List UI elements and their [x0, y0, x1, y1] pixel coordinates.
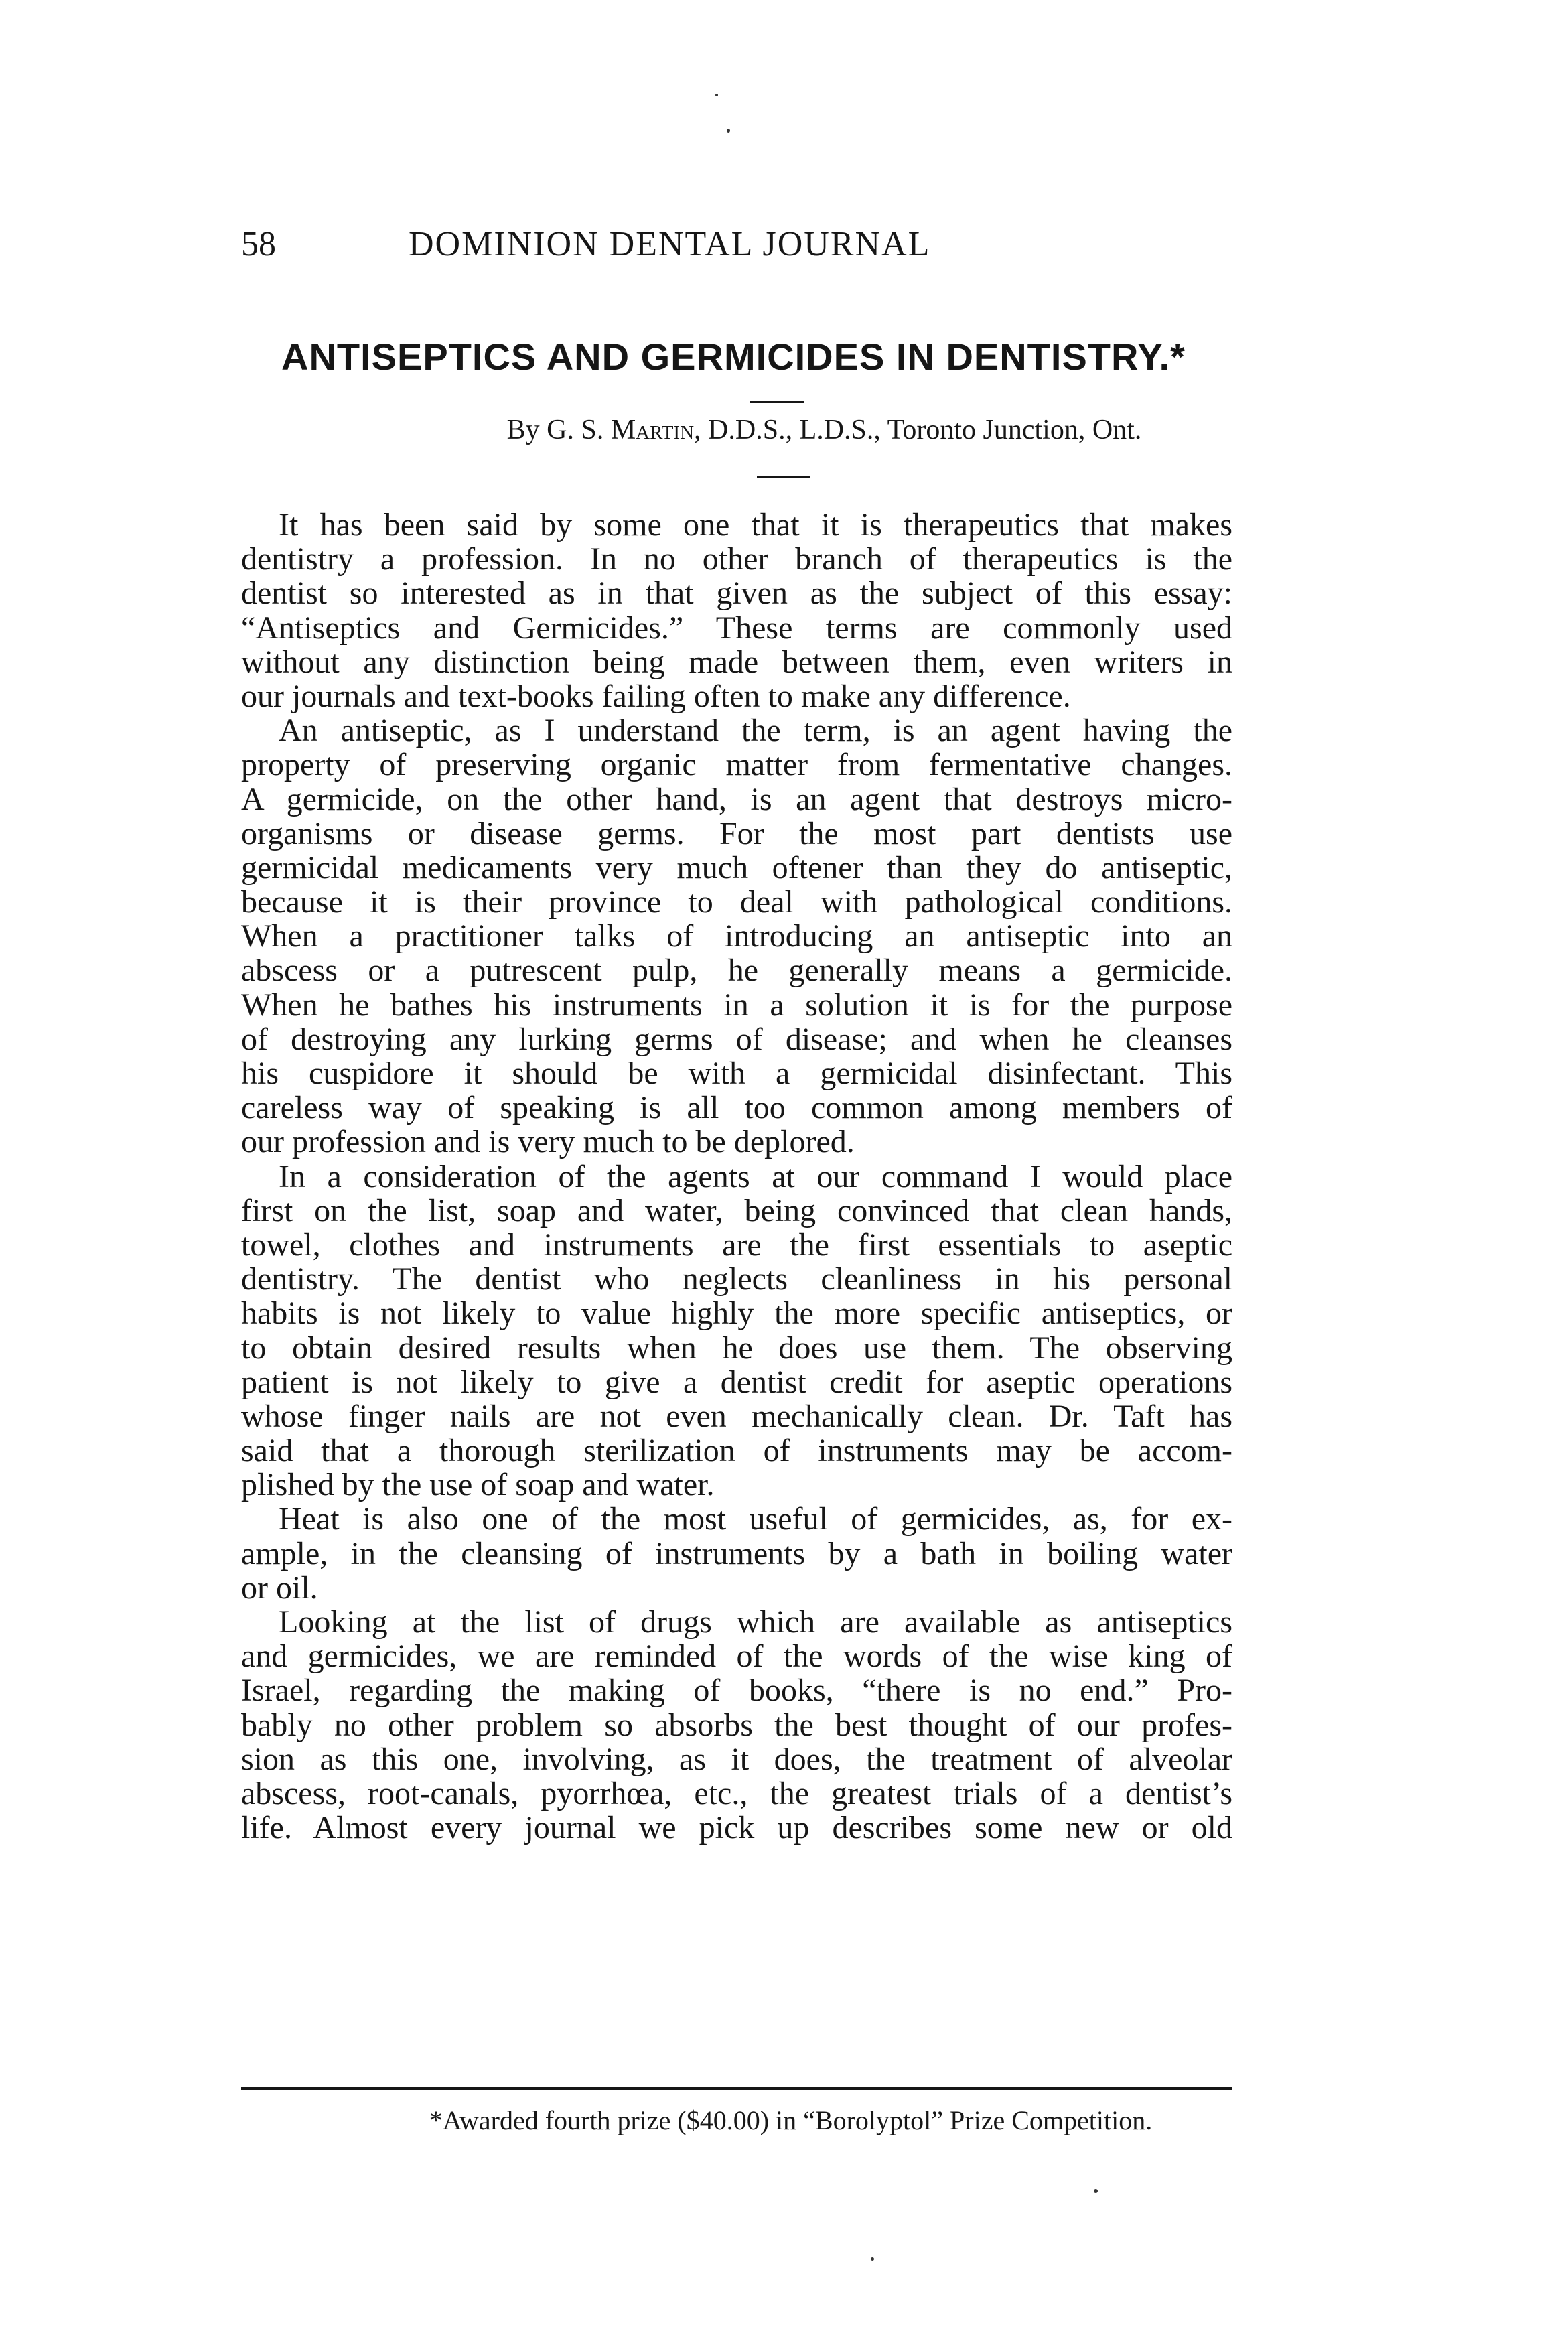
- byline: [0, 410, 1568, 450]
- paragraph: [241, 713, 1232, 1159]
- text-line: because it is their province to deal with pathological conditions.: [241, 885, 1232, 920]
- page-number: 58: [241, 225, 276, 263]
- text-line: of destroying any lurking germs of disease; and when he cleanses: [241, 1021, 1232, 1056]
- text-line: abscess, root-canals, pyorrhœa, etc., the greatest trials of a dentist’s: [241, 1776, 1232, 1811]
- text-line: An antiseptic, as I understand the term, is an agent having the: [279, 713, 1232, 748]
- byline-divider: [757, 476, 810, 478]
- text-line: or oil.: [241, 1570, 318, 1605]
- text-line: Israel, regarding the making of books, “there is no end.” Pro-: [241, 1673, 1232, 1708]
- text-line: habits is not likely to value highly the more specific antiseptics, or: [241, 1296, 1232, 1331]
- text-line: his cuspidore it should be with a germicidal disinfectant. This: [241, 1056, 1232, 1091]
- text-line: dentistry a profession. In no other branch of therapeutics is the: [241, 542, 1232, 577]
- text-line: and germicides, we are reminded of the words of the wise king of: [241, 1639, 1232, 1674]
- text-line: said that a thorough sterilization of instruments may be accom-: [241, 1433, 1232, 1468]
- text-line: When he bathes his instruments in a solution it is for the purpose: [241, 987, 1232, 1022]
- text-line: It has been said by some one that it is therapeutics that makes: [279, 508, 1232, 543]
- text-line: ample, in the cleansing of instruments by a bath in boiling water: [241, 1536, 1232, 1571]
- text-line: When a practitioner talks of introducing an antiseptic into an: [241, 919, 1232, 954]
- scan-speck: [715, 94, 718, 96]
- text-line: life. Almost every journal we pick up describes some new or old: [241, 1811, 1232, 1845]
- scan-speck: [1094, 2189, 1098, 2193]
- scan-speck: [871, 2257, 874, 2261]
- text-line: Heat is also one of the most useful of germicides, as, for ex-: [279, 1502, 1232, 1537]
- running-head: [241, 221, 1206, 268]
- text-line: without any distinction being made between them, even writers in: [241, 644, 1232, 679]
- text-line: abscess or a putrescent pulp, he generally means a germicide.: [241, 953, 1232, 988]
- paragraph: [241, 1605, 1232, 1845]
- text-line: careless way of speaking is all too common among members of: [241, 1090, 1232, 1125]
- text-line: property of preserving organic matter from fermentative changes.: [241, 748, 1232, 782]
- title-divider: [750, 401, 804, 403]
- text-line: Looking at the list of drugs which are available as antiseptics: [279, 1605, 1232, 1640]
- text-line: patient is not likely to give a dentist credit for aseptic operations: [241, 1364, 1232, 1399]
- text-line: sion as this one, involving, as it does, the treatment of alveolar: [241, 1742, 1232, 1776]
- article-body: [241, 508, 1232, 1845]
- text-line: In a consideration of the agents at our command I would place: [279, 1159, 1232, 1194]
- text-line: our profession and is very much to be deplored.: [241, 1125, 855, 1159]
- author-credentials: D.D.S., L.D.S., Toronto Junction, Ont.: [708, 415, 1142, 445]
- text-line: first on the list, soap and water, being convinced that clean hands,: [241, 1193, 1232, 1228]
- text-line: dentist so interested as in that given as the subject of this essay:: [241, 576, 1232, 611]
- text-line: to obtain desired results when he does use them. The observing: [241, 1330, 1232, 1365]
- text-line: “Antiseptics and Germicides.” These terms are commonly used: [241, 610, 1232, 645]
- footnote-rule: [241, 2087, 1232, 2090]
- journal-title: DOMINION DENTAL JOURNAL: [409, 225, 931, 263]
- byline-prefix: By: [506, 415, 540, 445]
- scan-speck: [727, 129, 730, 133]
- text-line: towel, clothes and instruments are the first essentials to aseptic: [241, 1227, 1232, 1263]
- footnote-text: *Awarded fourth prize ($40.00) in “Borolyptol” Prize Competition.: [429, 2105, 1153, 2135]
- paragraph: [241, 1159, 1232, 1502]
- paragraph: [241, 508, 1232, 713]
- text-line: whose finger nails are not even mechanically clean. Dr. Taft has: [241, 1399, 1232, 1434]
- text-line: plished by the use of soap and water.: [241, 1468, 715, 1502]
- text-line: bably no other problem so absorbs the best thought of our profes-: [241, 1707, 1232, 1742]
- text-line: dentistry. The dentist who neglects cleanliness in his personal: [241, 1262, 1232, 1297]
- author-name: G. S. Martin,: [547, 415, 701, 445]
- text-line: A germicide, on the other hand, is an agent that destroys micro-: [241, 782, 1232, 817]
- text-line: organisms or disease germs. For the most part dentists use: [241, 816, 1232, 851]
- paragraph: [241, 1502, 1232, 1605]
- footnote: [0, 2102, 1568, 2139]
- text-line: germicidal medicaments very much oftener than they do antiseptic,: [241, 850, 1232, 886]
- article-title: ANTISEPTICS AND GERMICIDES IN DENTISTRY.*: [281, 336, 1186, 378]
- text-line: our journals and text-books failing often to make any difference.: [241, 679, 1071, 714]
